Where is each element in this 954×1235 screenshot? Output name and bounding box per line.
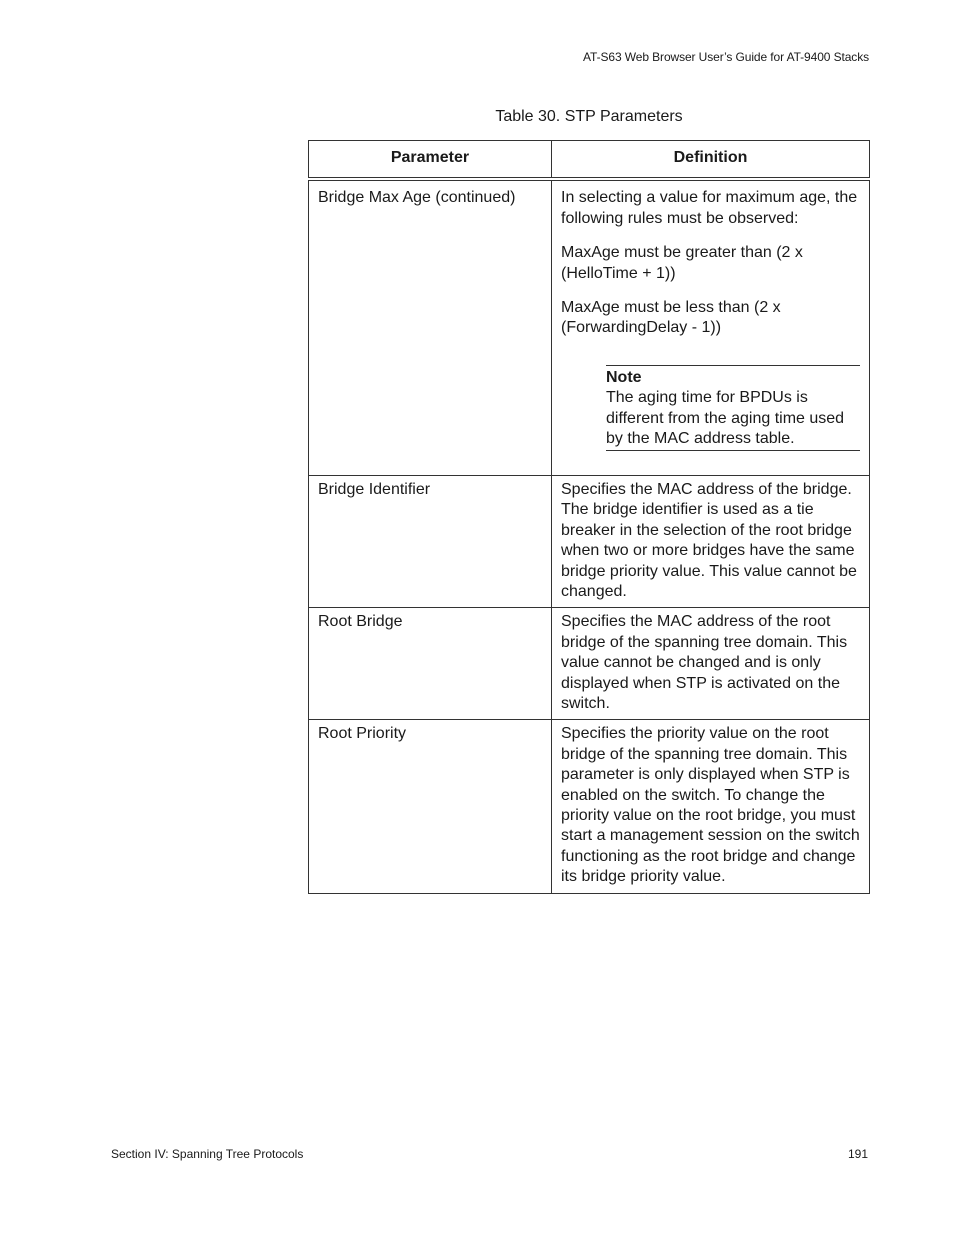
table-caption: Table 30. STP Parameters [495, 108, 683, 125]
stp-parameters-table [308, 140, 870, 894]
definition-paragraph: MaxAge must be less than (2 x (ForwardingDelay - 1)) [561, 299, 781, 337]
definition-paragraph: Specifies the priority value on the root bridge of the spanning tree domain. This parameter is only displayed when STP is enabled on the switch. To change the priority value on the root bridge, you must start a management session on the switch functioning as the root bridge and change its bridge priority value. [561, 725, 860, 886]
footer-section-title: Section IV: Spanning Tree Protocols [111, 1147, 304, 1161]
note-box [606, 365, 860, 452]
definition-paragraph: Specifies the MAC address of the bridge. The bridge identifier is used as a tie breaker in the selection of the root bridge when two or more bridges have the same bridge priority value. This value cannot be changed. [561, 480, 857, 600]
definition-cell [552, 608, 870, 720]
definition-cell [552, 720, 870, 893]
note-title: Note [606, 368, 642, 386]
parameter-cell: Root Priority [309, 720, 552, 893]
parameter-cell: Bridge Identifier [309, 475, 552, 607]
table-row [309, 475, 870, 607]
footer-page-number: 191 [847, 1147, 868, 1161]
column-header-parameter: Parameter [309, 141, 552, 180]
definition-paragraph: MaxAge must be greater than (2 x (HelloTime + 1)) [561, 244, 803, 282]
running-header: AT-S63 Web Browser User’s Guide for AT-9400 Stacks [582, 50, 869, 64]
parameter-cell: Bridge Max Age (continued) [309, 179, 552, 475]
table-row [309, 179, 870, 475]
column-header-definition: Definition [552, 141, 870, 180]
table-row [309, 720, 870, 893]
definition-cell [552, 475, 870, 607]
definition-cell [552, 179, 870, 475]
definition-paragraph: In selecting a value for maximum age, the following rules must be observed: [561, 189, 858, 227]
note-text: The aging time for BPDUs is different from the aging time used by the MAC address table. [606, 389, 845, 448]
definition-paragraph: Specifies the MAC address of the root bridge of the spanning tree domain. This value cannot be changed and is only displayed when STP is activated on the switch. [561, 613, 848, 712]
parameter-cell: Root Bridge [309, 608, 552, 720]
table-header-row [309, 141, 870, 180]
table-row [309, 608, 870, 720]
